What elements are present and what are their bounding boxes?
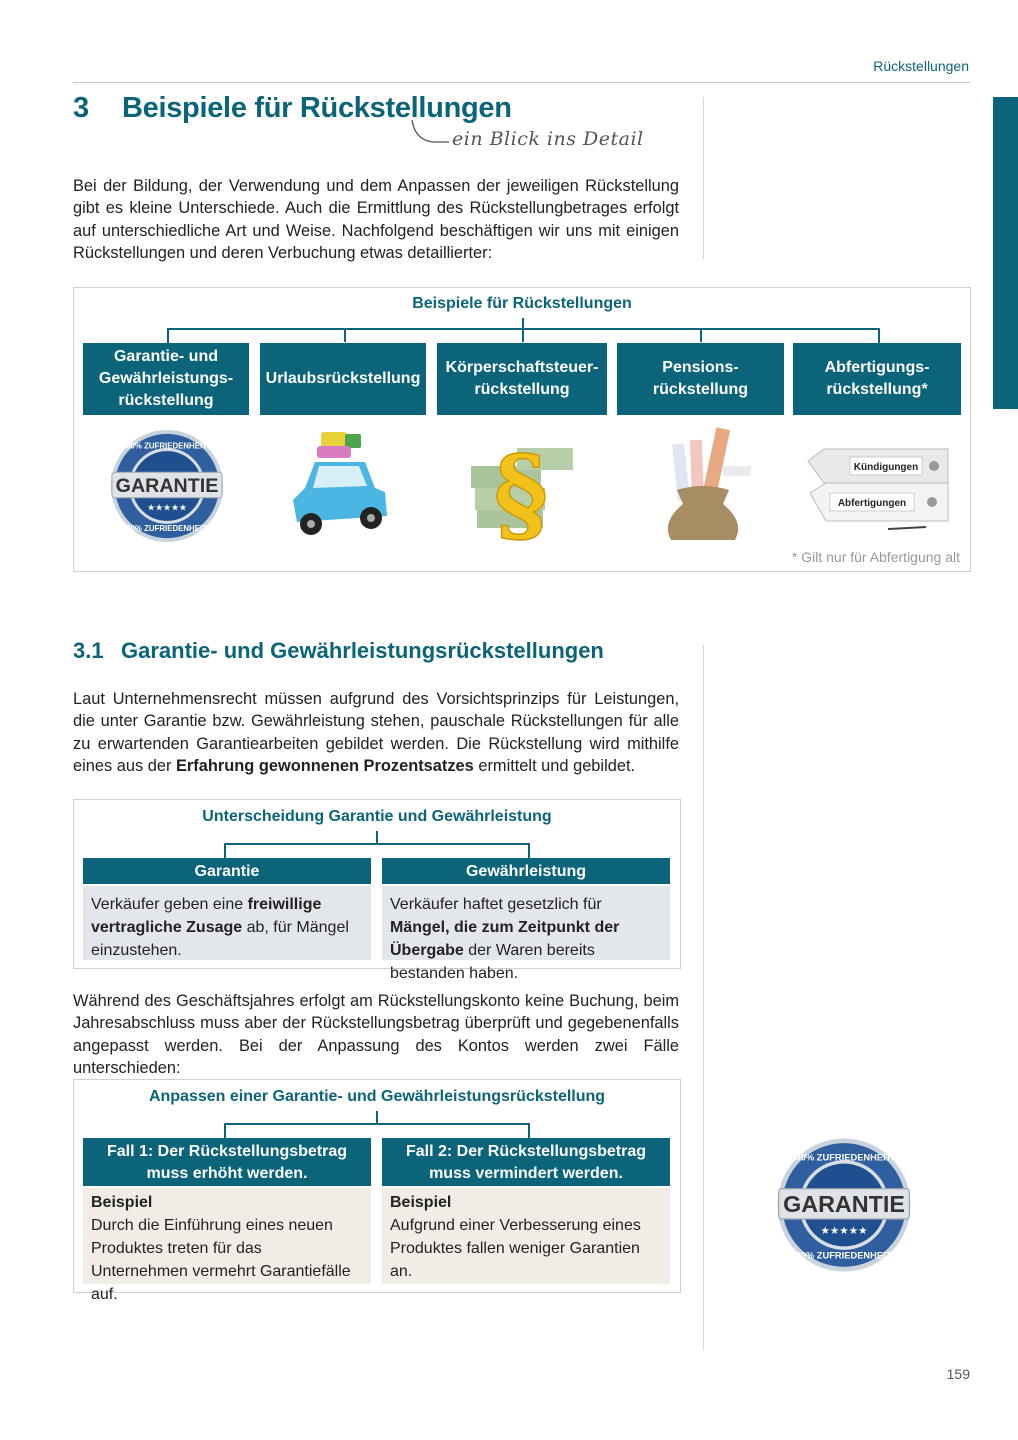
svg-text:★★★★★: ★★★★★ [820, 1225, 868, 1238]
category-label: Körperschaftsteuer- [445, 359, 599, 376]
case-1-header [83, 1138, 371, 1186]
overview-title: Beispiele für Rückstellungen [412, 295, 632, 312]
column-header-gewaehrleistung: Gewährleistung [382, 858, 670, 884]
section-paragraph-2: Während des Geschäftsjahres erfolgt am Rückstellungskonto keine Buchung, beim Jahresabschluss muss aber der Rückstellungsbetrag überprüft und gegebenenfalls angepasst werden. Bei der Anpassung des Kontos werden zwei Fälle unterschieden: [73, 992, 679, 1078]
connector-line [376, 831, 378, 843]
header-line: Fall 2: Der Rückstellungsbetrag [405, 1143, 647, 1160]
category-corporate-tax [437, 343, 607, 415]
example-text: Durch die Einführung eines neuen Produktes treten für das Unternehmen vermehrt Garantiefälle auf. [91, 1217, 351, 1303]
svg-text:100% ZUFRIEDENHEITS: 100% ZUFRIEDENHEITS [121, 524, 213, 534]
paragraph-on-money-image [454, 423, 590, 549]
text-run: der Waren bereits bestanden haben. [390, 942, 595, 982]
chapter-subtitle: ein Blick ins Detail [452, 128, 644, 150]
garantie-description [83, 886, 371, 960]
binders-icon [804, 431, 954, 541]
running-header: Rückstellungen [873, 58, 969, 74]
column-header-garantie: Garantie [83, 858, 371, 884]
svg-text:GARANTIE: GARANTIE [115, 474, 219, 497]
gewaehrleistung-description [382, 886, 670, 982]
svg-text:100% ZUFRIEDENHEITS: 100% ZUFRIEDENHEITS [121, 441, 213, 451]
svg-text:100% ZUFRIEDENHEITS: 100% ZUFRIEDENHEITS [790, 1250, 898, 1261]
header-line: Fall 1: Der Rückstellungsbetrag [106, 1143, 348, 1160]
bold-text-run: Mängel, die zum Zeitpunkt der Übergabe [390, 919, 620, 959]
bold-text-run: Erfahrung gewonnenen Prozentsatzes [175, 757, 474, 776]
section-heading [73, 638, 604, 664]
svg-text:Abfertigungen: Abfertigungen [837, 498, 907, 509]
text-run: Verkäufer haftet gesetzlich für [390, 896, 602, 913]
category-label: Gewährleistungs- [98, 370, 234, 387]
distinction-title: Unterscheidung Garantie und Gewährleistung [202, 808, 552, 825]
header-line: muss erhöht werden. [146, 1165, 308, 1182]
connector-line [376, 1111, 378, 1123]
chapter-intro: Bei der Bildung, der Verwendung und dem Anpassen der jeweiligen Rückstellung gibt es kleine Unterschiede. Auch die Ermittlung des Rückstellungbetrages erfolgt auf unterschiedliche Art und Weise. Nachfolgend beschäftigen wir uns mit einigen Rückstellungen und deren Verbuchung etwas detaillierter: [73, 177, 679, 263]
category-pension [617, 343, 784, 415]
text-run: Verkäufer geben eine [91, 896, 248, 913]
category-label: Abfertigungs- [824, 359, 930, 376]
bold-text-run: freiwillige vertragliche Zusage [91, 896, 322, 936]
guarantee-seal-icon [108, 427, 226, 545]
car-icon [277, 426, 407, 546]
overview-diagram [73, 287, 971, 572]
category-label: rückstellung [118, 392, 214, 409]
section-paragraph-1 [73, 688, 679, 778]
paragraph-money-icon [457, 426, 587, 546]
category-label: rückstellung* [826, 381, 928, 398]
guarantee-seal-image [104, 423, 230, 549]
svg-text:★★★★★: ★★★★★ [147, 502, 187, 513]
case-1-example [83, 1188, 371, 1303]
svg-text:§: § [493, 432, 549, 546]
category-guarantee [83, 343, 249, 415]
chapter-title: Beispiele für Rückstellungen [122, 92, 512, 124]
adjustment-title: Anpassen einer Garantie- und Gewährleistungsrückstellung [148, 1088, 606, 1105]
example-label: Beispiel [390, 1194, 452, 1211]
category-label: Pensions- [662, 359, 739, 376]
chapter-number: 3 [73, 92, 89, 124]
connector-line [522, 328, 524, 342]
category-label: Garantie- und [113, 348, 218, 365]
distinction-diagram [73, 799, 681, 982]
money-bag-icon [637, 426, 767, 546]
subtitle-hook-decoration [409, 118, 449, 146]
chapter-thumb-tab [993, 97, 1018, 409]
money-bag-image [634, 423, 770, 549]
example-text: Aufgrund einer Verbesserung eines Produktes fallen weniger Garantien an. [390, 1217, 641, 1280]
category-label: rückstellung [474, 381, 570, 398]
margin-guarantee-seal [774, 1135, 914, 1275]
header-divider [73, 82, 970, 83]
category-vacation [260, 343, 426, 415]
guarantee-seal-icon [774, 1135, 914, 1275]
case-2-header [382, 1138, 670, 1186]
binders-image [804, 423, 954, 549]
svg-text:Kündigungen: Kündigungen [853, 462, 919, 473]
page-number: 159 [946, 1366, 970, 1382]
text-run: ermittelt und gebildet. [473, 757, 636, 776]
example-label: Beispiel [91, 1194, 153, 1211]
svg-text:100% ZUFRIEDENHEITS: 100% ZUFRIEDENHEITS [790, 1152, 898, 1163]
category-severance [793, 343, 961, 415]
text-run: ab, für Mängel einzustehen. [91, 919, 349, 959]
category-label: rückstellung [652, 381, 749, 398]
category-label: Urlaubsrückstellung [265, 370, 421, 387]
case-2-example [382, 1188, 670, 1284]
header-line: muss vermindert werden. [429, 1165, 623, 1182]
section-number: 3.1 [73, 638, 104, 663]
connector-line [344, 328, 346, 342]
text-run: Laut Unternehmensrecht müssen aufgrund des Vorsichtsprinzips für Leistungen, die unter Garantie bzw. Gewährleistung stehen, pauschale Rückstellungen für alle zu erwartenden Garantiearbeiten gebildet werden. Die Rückstellung wird mithilfe eines aus der [73, 690, 679, 776]
svg-text:GARANTIE: GARANTIE [783, 1191, 905, 1217]
margin-divider [703, 645, 704, 1350]
connector-line [700, 328, 702, 342]
adjustment-diagram [73, 1079, 681, 1303]
margin-divider [703, 97, 704, 259]
footnote: * Gilt nur für Abfertigung alt [791, 549, 960, 565]
section-title: Garantie- und Gewährleistungsrückstellungen [121, 638, 604, 663]
car-with-luggage-image [274, 423, 410, 549]
